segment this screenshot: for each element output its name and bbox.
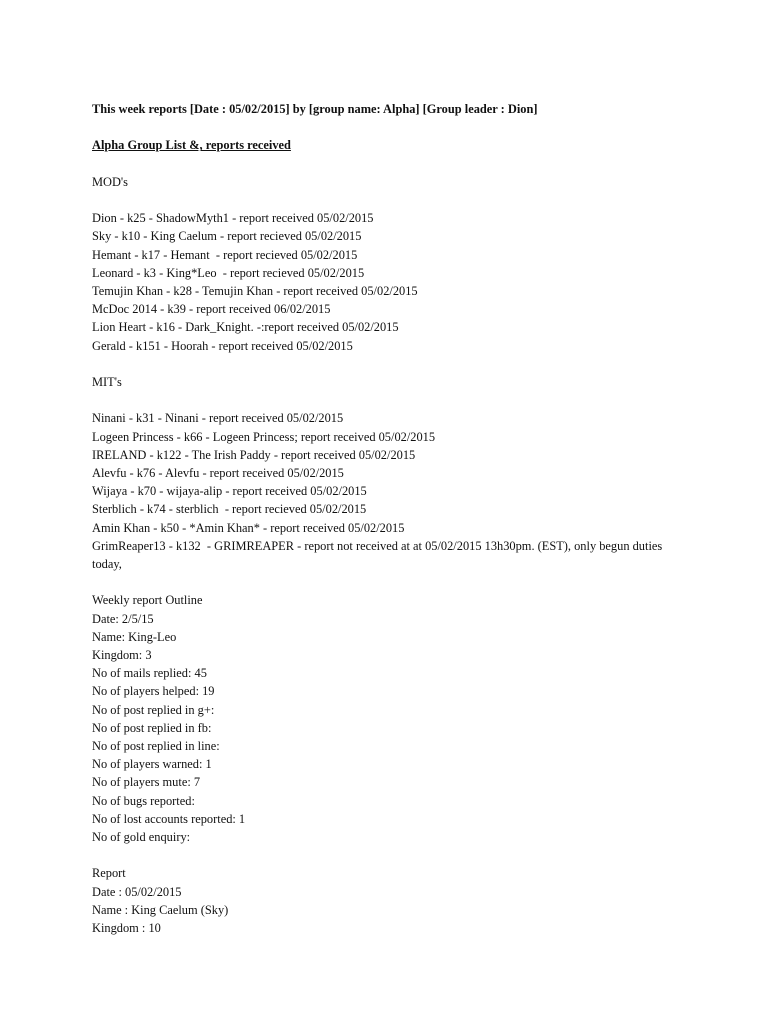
outline-line: No of gold enquiry: xyxy=(92,830,191,845)
mod-entry: Sky - k10 - King Caelum - report recieved 05/02/2015 xyxy=(92,229,362,244)
outline-line: No of lost accounts reported: 1 xyxy=(92,811,246,826)
mit-entry: GrimReaper13 - k132 - GRIMREAPER - report not received at at 05/02/2015 13h30pm. (EST), only begun duties today, xyxy=(92,538,666,571)
outline-line: No of mails replied: 45 xyxy=(92,666,207,681)
outline-line: No of post replied in g+: xyxy=(92,702,215,717)
mit-entry: Amin Khan - k50 - *Amin Khan* - report received 05/02/2015 xyxy=(92,520,405,535)
spacer xyxy=(92,355,732,373)
spacer xyxy=(92,573,732,591)
mods-label: MOD's xyxy=(92,174,128,189)
outline-line: No of players helped: 19 xyxy=(92,684,215,699)
mit-entry: Sterblich - k74 - sterblich - report recieved 05/02/2015 xyxy=(92,502,367,517)
outline-line: Name: King-Leo xyxy=(92,629,177,644)
spacer xyxy=(92,391,732,409)
mit-entry: Logeen Princess - k66 - Logeen Princess; report received 05/02/2015 xyxy=(92,429,436,444)
spacer xyxy=(92,118,732,136)
outline-line: Kingdom: 3 xyxy=(92,648,152,662)
outline-line: No of post replied in line: xyxy=(92,739,220,754)
outline-line: No of bugs reported: xyxy=(92,793,195,808)
mod-entry: Leonard - k3 - King*Leo - report recieved 05/02/2015 xyxy=(92,265,365,280)
outline-line: No of players warned: 1 xyxy=(92,757,212,772)
mit-entry: Wijaya - k70 - wijaya-alip - report received 05/02/2015 xyxy=(92,484,367,499)
mit-entry: IRELAND - k122 - The Irish Paddy - report received 05/02/2015 xyxy=(92,447,416,462)
group-list-heading: Alpha Group List &, reports received xyxy=(92,138,291,153)
mits-list xyxy=(92,409,732,573)
outline-line: No of players mute: 7 xyxy=(92,775,201,790)
document-page xyxy=(92,100,732,937)
report-line: Date : 05/02/2015 xyxy=(92,884,182,899)
mods-list xyxy=(92,209,732,355)
spacer xyxy=(92,155,732,173)
report-title: This week reports [Date : 05/02/2015] by [group name: Alpha] [Group leader : Dion] xyxy=(92,102,538,116)
outline-line: Date: 2/5/15 xyxy=(92,611,154,626)
mod-entry: Gerald - k151 - Hoorah - report received 05/02/2015 xyxy=(92,338,353,353)
report-line: Kingdom : 10 xyxy=(92,921,161,936)
report-line: Name : King Caelum (Sky) xyxy=(92,902,229,917)
mod-entry: Hemant - k17 - Hemant - report recieved 05/02/2015 xyxy=(92,247,358,262)
mit-entry: Ninani - k31 - Ninani - report received 05/02/2015 xyxy=(92,411,344,426)
mod-entry: McDoc 2014 - k39 - report received 06/02/2015 xyxy=(92,302,331,317)
spacer xyxy=(92,846,732,864)
mod-entry: Temujin Khan - k28 - Temujin Khan - report received 05/02/2015 xyxy=(92,283,418,298)
outline-line: Weekly report Outline xyxy=(92,593,203,608)
mit-entry: Alevfu - k76 - Alevfu - report received 05/02/2015 xyxy=(92,465,344,480)
mod-entry: Dion - k25 - ShadowMyth1 - report received 05/02/2015 xyxy=(92,211,374,226)
mod-entry: Lion Heart - k16 - Dark_Knight. -:report received 05/02/2015 xyxy=(92,320,399,335)
mits-label: MIT's xyxy=(92,374,122,389)
spacer xyxy=(92,191,732,209)
report-line: Report xyxy=(92,866,126,881)
outline-line: No of post replied in fb: xyxy=(92,720,212,735)
report-section xyxy=(92,864,732,937)
weekly-report-outline xyxy=(92,591,732,846)
